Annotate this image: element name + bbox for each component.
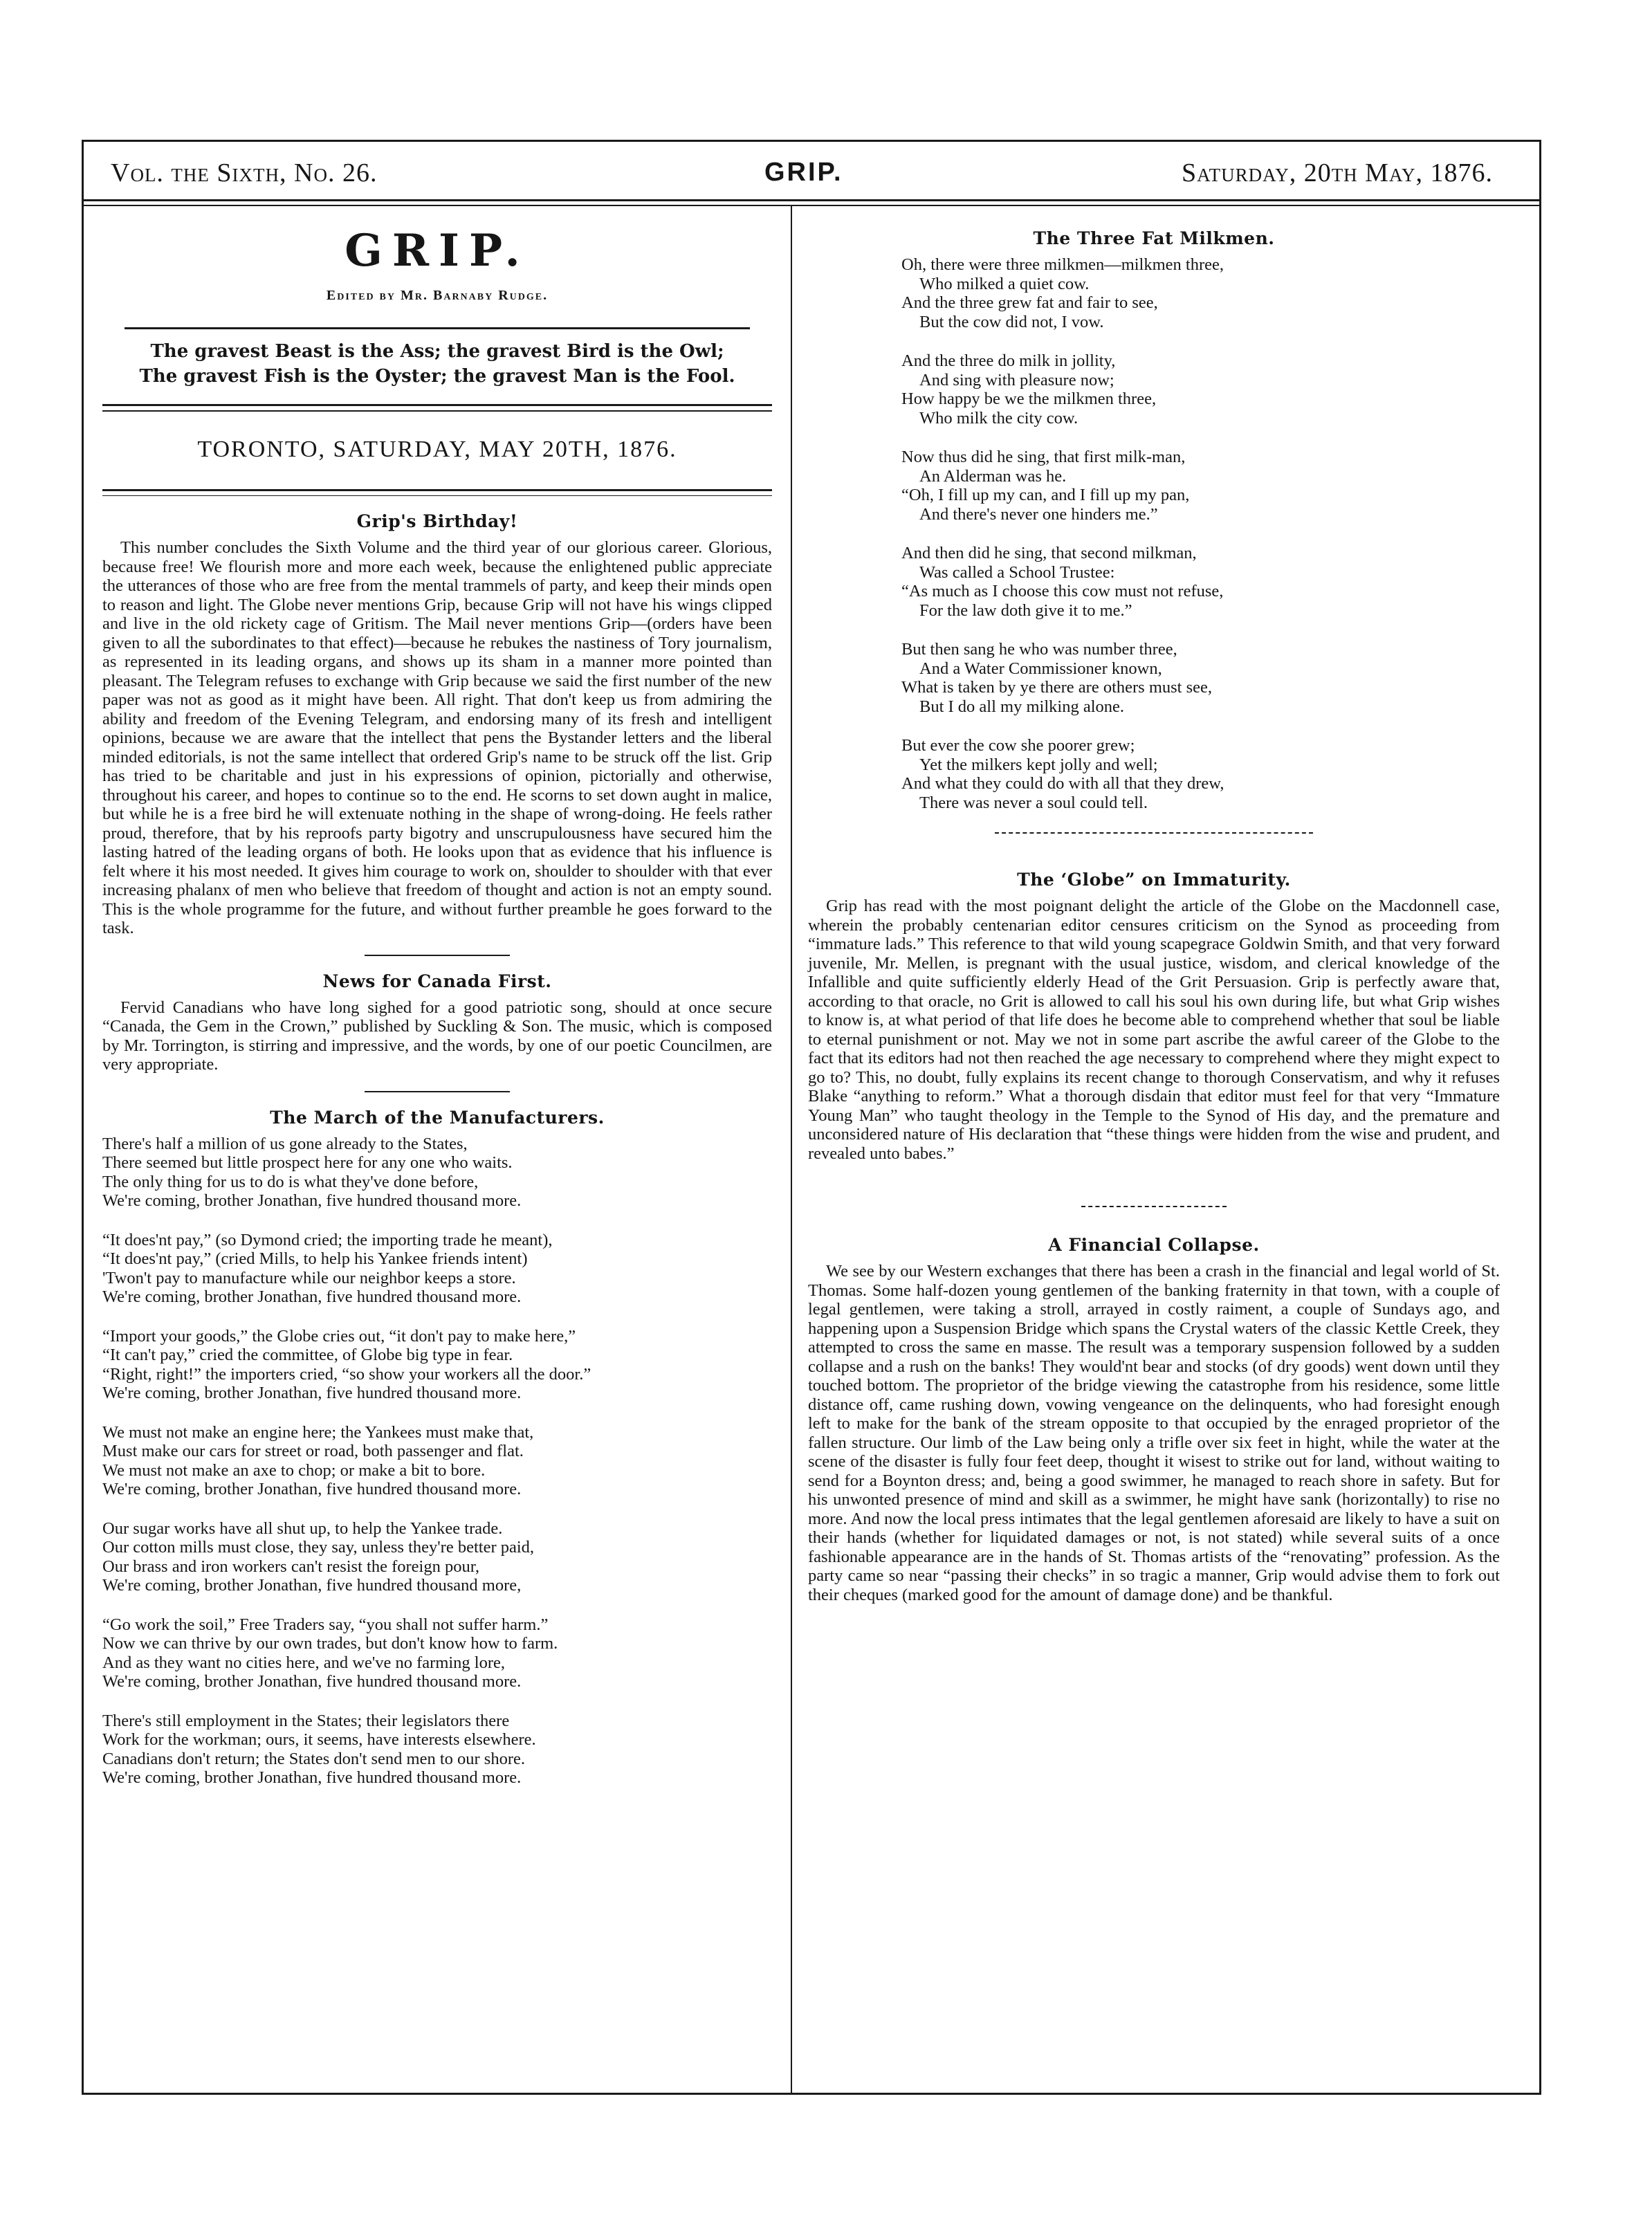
volume-number: Vol. the Sixth, No. 26. [111, 158, 378, 187]
poem-line: We're coming, brother Jonathan, five hundred thousand more. [102, 1191, 522, 1210]
poem-line: “Oh, I fill up my can, and I fill up my pan, [901, 486, 1190, 504]
article-body: Grip has read with the most poignant delight the article of the Globe on the Macdonnell case, wherein the probably centenarian editor censures criticism on the Synod as proceeding from “immature lads.” This reference to that wild young scapegrace Goldwin Smith, and that very forward juvenile, Mr. Mellen, is pregnant with the usual justice, wisdom, and clerical knowledge of the Infallible and quite sufficiently elderly Head of the Grit Persuasion. Grip is perfectly aware that, according to that oracle, no Grit is allowed to call his soul his own during life, but what Grip wishes to know is, at what period of that life does he become able to comprehend whether that soul be liable to eternal punishment or not. May we not in some part ascribe the awful career of the Globe to the fact that its editors had not then reached the age necessary to comprehend where they might expect to go to? This, no doubt, fully explains its recent change to thorough Conservatism, and why it refuses Blake “anything to reform.” What a thorough disdain that editor must feel for that very “Immature Young Man” who taught theology in the Temple to the Synod of His day, and the premature and unconsidered nature of His declaration that “these things were hidden from the wise and prudent, and revealed unto babes.” [808, 897, 1500, 1163]
poem-line: Work for the workman; ours, it seems, have interests elsewhere. [102, 1730, 536, 1749]
poem-stanza [102, 1423, 772, 1499]
poem-line: We must not make an engine here; the Yankees must make that, [102, 1422, 534, 1442]
poem-line: And the three do milk in jollity, [901, 351, 1116, 370]
poem-line: There seemed but little prospect here for any one who waits. [102, 1153, 513, 1172]
poem-stanza [102, 1712, 772, 1788]
poem-stanza [901, 448, 1500, 524]
poem-line: “Right, right!” the importers cried, “so show your workers all the door.” [102, 1364, 591, 1384]
top-rule [82, 140, 1541, 142]
poem-line: We're coming, brother Jonathan, five hundred thousand more. [102, 1672, 522, 1691]
poem-line: But ever the cow she poorer grew; [901, 736, 1135, 755]
poem-line: We're coming, brother Jonathan, five hundred thousand more. [102, 1287, 522, 1306]
short-rule [365, 955, 510, 956]
poem-line: Our cotton mills must close, they say, unless they're better paid, [102, 1538, 535, 1557]
poem-line: We're coming, brother Jonathan, five hundred thousand more. [102, 1480, 522, 1498]
right-column [808, 208, 1500, 1604]
poem-line: Now thus did he sing, that first milk-man, [901, 448, 1186, 466]
masthead-rule-2 [82, 205, 1541, 206]
poem-milkmen [808, 255, 1500, 812]
poem-line: “Import your goods,” the Globe cries out, “it don't pay to make here,” [102, 1326, 576, 1346]
article-title: The ‘Globe” on Immaturity. [1017, 870, 1291, 890]
poem-line: Our brass and iron workers can't resist the foreign pour, [102, 1557, 480, 1576]
poem-line: Who milked a quiet cow. [919, 274, 1090, 293]
poem-stanza [901, 351, 1500, 428]
poem-march [102, 1135, 772, 1788]
poem-line: And what they could do with all that they drew, [901, 774, 1224, 793]
poem-line: “It does'nt pay,” (so Dymond cried; the importing trade he meant), [102, 1230, 553, 1249]
poem-line: For the law doth give it to me.” [919, 600, 1132, 620]
poem-stanza [102, 1231, 772, 1307]
poem-line: There was never a soul could tell. [919, 793, 1148, 812]
bottom-rule [82, 2093, 1541, 2095]
poem-line: But I do all my milking alone. [919, 697, 1125, 716]
dashed-rule [995, 832, 1313, 834]
article-title: News for Canada First. [322, 971, 552, 991]
poem-line: “Go work the soil,” Free Traders say, “you shall not suffer harm.” [102, 1615, 549, 1634]
poem-line: Our sugar works have all shut up, to help the Yankee trade. [102, 1519, 503, 1538]
poem-line: But the cow did not, I vow. [919, 312, 1104, 331]
grip-logo: GRIP. [345, 225, 530, 277]
poem-line: An Alderman was he. [919, 466, 1067, 486]
article-body: This number concludes the Sixth Volume and the third year of our glorious career. Glorious, because free! We flourish more and more each week, because the enlightened public appreciate the utterances of those who are free from the mental trammels of party, and keep their minds open to reason and light. The Globe never mentions Grip, because Grip will not have his wings clipped and live in the old rickety cage of Gritism. The Mail never mentions Grip—(orders have been given to all the subordinates to that effect)—because he rebukes the nastiness of Tory journalism, as represented in its leading organs, and shows up its sham in a manner more pointed than pleasant. The Telegram refuses to exchange with Grip because we said the first number of the new paper was not as good as it might have been. All right. That don't keep us from admiring the ability and freedom of the Evening Telegram, and endorsing many of its fresh and intelligent opinions, because we are aware that the intellect that pens the Bystander letters and the liberal minded editorials, is not the same intellect that ordered Grip's name to be struck off the list. Grip has tried to be charitable and just in his expressions of opinion, pictorially and otherwise, throughout his career, and hopes to continue so to the end. He scorns to set down aught in malice, but while he is a free bird he will extenuate nothing in the shape of wrong-doing. He feels rather proud, therefore, that by his reproofs party bigotry and unscrupulousness have secured him the lasting hatred of the leading organs of both. He looks upon that as evidence that his influence is felt where it his most needed. It gives him courage to work on, shoulder to shoulder with that ever increasing phalanx of men who believe that freedom of thought and action is not an empty sound. This is the whole programme for the future, and without further preamble he goes forward to the task. [102, 538, 772, 937]
poem-line: And as they want no cities here, and we've no farming lore, [102, 1653, 506, 1672]
poem-line: “It does'nt pay,” (cried Mills, to help his Yankee friends intent) [102, 1249, 528, 1268]
poem-line: There's half a million of us gone already to the States, [102, 1134, 468, 1153]
poem-stanza [102, 1519, 772, 1595]
dateline: TORONTO, SATURDAY, MAY 20TH, 1876. [197, 437, 677, 462]
poem-line: And then did he sing, that second milkman, [901, 544, 1197, 562]
issue-date: Saturday, 20th May, 1876. [1182, 158, 1493, 187]
poem-line: Must make our cars for street or road, both passenger and flat. [102, 1442, 524, 1460]
poem-line: And the three grew fat and fair to see, [901, 293, 1158, 312]
poem-line: “It can't pay,” cried the committee, of Globe big type in fear. [102, 1346, 513, 1364]
poem-line: We must not make an axe to chop; or make a bit to bore. [102, 1460, 486, 1480]
poem-line: The only thing for us to do is what they've done before, [102, 1172, 479, 1191]
short-rule [365, 1091, 510, 1092]
poem-line: 'Twon't pay to manufacture while our neighbor keeps a store. [102, 1268, 516, 1287]
poem-title: The March of the Manufacturers. [270, 1107, 605, 1128]
column-divider [791, 206, 792, 2093]
poem-stanza [901, 544, 1500, 620]
poem-line: And a Water Commissioner known, [919, 659, 1162, 678]
poem-line: “As much as I choose this cow must not refuse, [901, 582, 1224, 600]
poem-line: Now we can thrive by our own trades, but don't know how to farm. [102, 1634, 558, 1653]
poem-line: And there's never one hinders me.” [919, 504, 1158, 524]
poem-line: Canadians don't return; the States don't send men to our shore. [102, 1749, 526, 1768]
poem-stanza [901, 255, 1500, 331]
poem-line: But then sang he who was number three, [901, 640, 1177, 659]
poem-line: What is taken by ye there are others must see, [901, 678, 1213, 697]
left-border [82, 140, 84, 2095]
poem-line: Yet the milkers kept jolly and well; [919, 755, 1158, 774]
poem-stanza [102, 1615, 772, 1691]
motto-rule [102, 398, 772, 406]
article-title: A Financial Collapse. [1048, 1235, 1260, 1255]
editor-credit: Edited by Mr. Barnaby Rudge. [326, 288, 549, 303]
motto-line: The gravest Fish is the Oyster; the gravest Man is the Fool. [139, 366, 735, 387]
article-body: Fervid Canadians who have long sighed for a good patriotic song, should at once secure “Canada, the Gem in the Crown,” published by Suckling & Son. The music, which is composed by Mr. Torrington, is stirring and impressive, and the words, by one of our poetic Councilmen, are very appropriate. [102, 998, 772, 1074]
poem-line: There's still employment in the States; their legislators there [102, 1711, 510, 1730]
right-border [1539, 140, 1541, 2095]
poem-stanza [102, 1327, 772, 1403]
dashed-rule [1081, 1206, 1227, 1207]
paper-title: GRIP. [764, 158, 843, 187]
article-title: Grip's Birthday! [356, 511, 518, 531]
left-column [102, 208, 772, 1808]
poem-line: Was called a School Trustee: [919, 562, 1115, 582]
poem-line: Oh, there were three milkmen—milkmen three, [901, 255, 1224, 274]
poem-stanza [102, 1135, 772, 1211]
masthead-rule-1 [82, 199, 1541, 201]
poem-line: Who milk the city cow. [919, 408, 1079, 428]
poem-line: We're coming, brother Jonathan, five hundred thousand more, [102, 1576, 522, 1595]
poem-line: We're coming, brother Jonathan, five hundred thousand more. [102, 1768, 522, 1787]
poem-line: And sing with pleasure now; [919, 370, 1114, 389]
poem-stanza [901, 736, 1500, 812]
article-body: We see by our Western exchanges that there has been a crash in the financial and legal world of St. Thomas. Some half-dozen young gentlemen of the banking fraternity in that town, with a couple of legal gentlemen, were taking a stroll, arrayed in costly raiment, a couple of Sundays ago, and happening upon a Suspension Bridge which spans the Crystal waters of the classic Kettle Creek, they attempted to cross the same en masse. The result was a temporary suspension followed by a sudden collapse and a rush on the banks! They would'nt bear and stocks (of dry goods) went down until they touched bottom. The proprietor of the bridge viewing the catastrophe from his residence, some little distance off, came rushing down, vowing vengeance on the delinquents, who had foresight enough left to make for the bank of the stream opposite to that occupied by the enraged proprietor of the fallen structure. Our limb of the Law being only a trifle over six feet in hight, while the water at the scene of the disaster is fully four feet deep, thought it wisest to strike out for land, without waiting to send for a Boynton dress; and, being a good swimmer, he managed to reach shore in safety. But for his unwonted presence of mind and skill as a swimmer, he might have sank (horizontally) to rise no more. And now the local press intimates that the legal gentlemen aforesaid are likely to have a suit on their hands (whether for liquidated damages or not, is not stated) while several suits of a once fashionable appearance are in the hands of St. Thomas artists of the “renovating” profession. As the party came so near “passing their checks” in so tragic a manner, Grip would advise them to fork out their cheques (marked good for the amount of damage done) and be thankful. [808, 1262, 1500, 1604]
section-rule [102, 489, 772, 496]
motto [125, 327, 750, 389]
motto-line: The gravest Beast is the Ass; the gravest Bird is the Owl; [150, 341, 724, 362]
poem-stanza [901, 640, 1500, 716]
poem-line: We're coming, brother Jonathan, five hundred thousand more. [102, 1384, 522, 1402]
poem-line: How happy be we the milkmen three, [901, 389, 1157, 408]
poem-title: The Three Fat Milkmen. [1033, 228, 1275, 248]
